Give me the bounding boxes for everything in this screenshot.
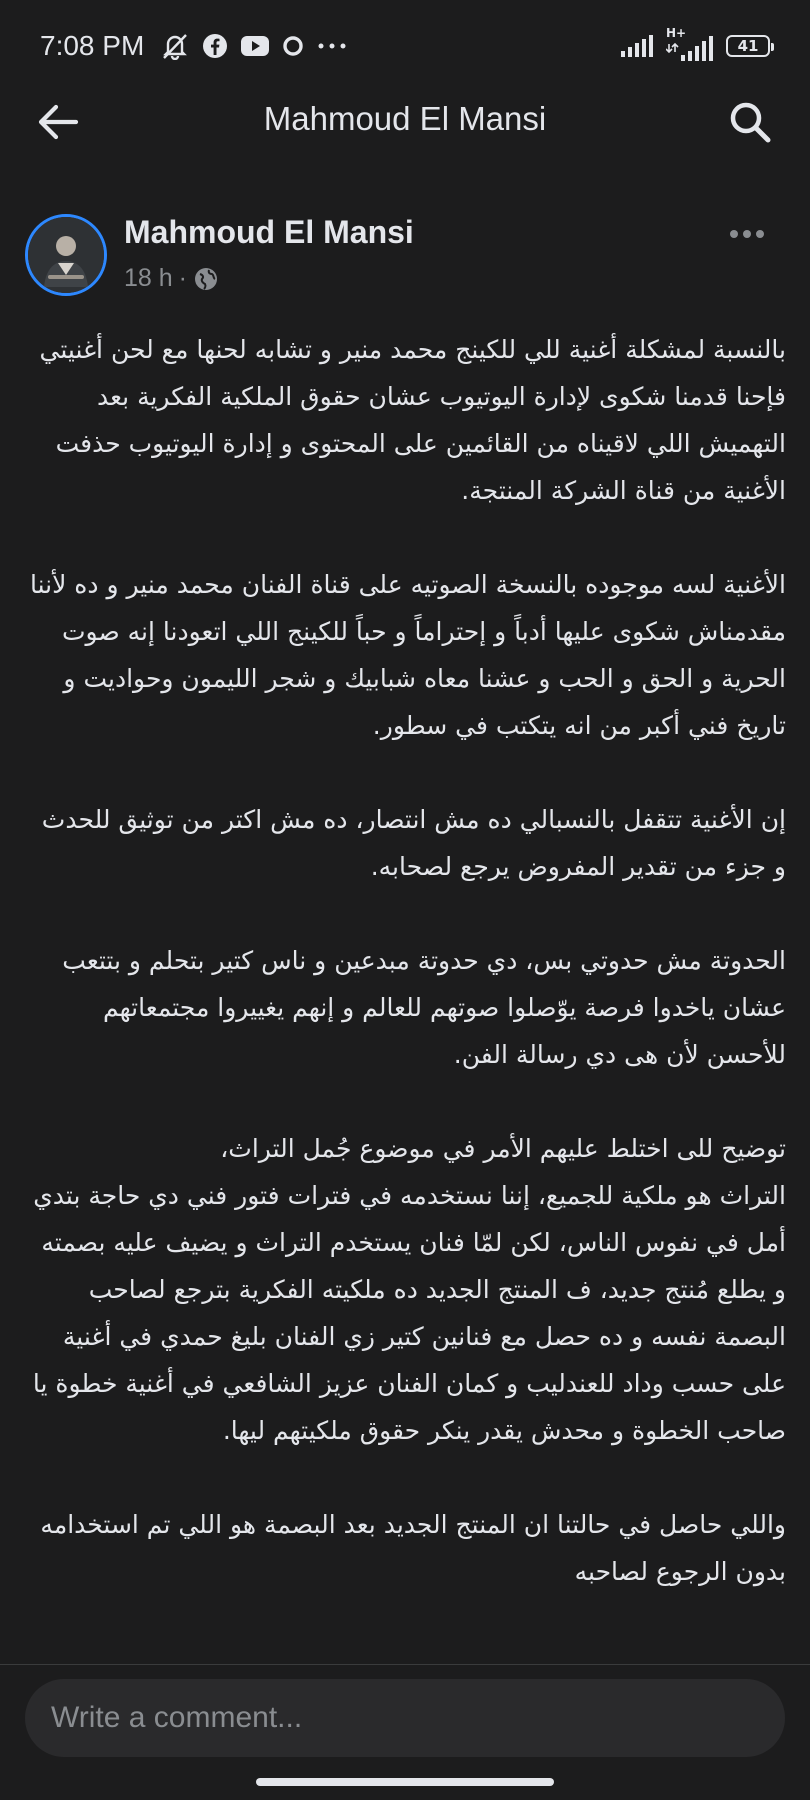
battery-level: 41	[737, 37, 759, 55]
app-icon	[282, 35, 304, 57]
comment-bar	[0, 1664, 810, 1765]
more-dot-icon	[743, 230, 751, 238]
status-right	[620, 26, 770, 62]
status-time: 7:08 PM	[40, 30, 145, 61]
youtube-icon	[240, 34, 270, 58]
status-bar	[0, 0, 810, 92]
post-options-button[interactable]	[722, 222, 772, 246]
post-paragraph: إن الأغنية تتقفل بالنسبالي ده مش انتصار، ده مش اكتر من توثيق للحدث و جزء من تقدير المفروض يرجع لصحابه.	[41, 805, 786, 881]
more-dot-icon	[730, 230, 738, 238]
home-indicator[interactable]	[256, 1778, 554, 1786]
author-name[interactable]: Mahmoud El Mansi	[124, 214, 414, 250]
post-paragraph: توضيح للى اختلط عليهم الأمر في موضوع جُمل التراث، التراث هو ملكية للجميع، إننا نستخدمه في فترات فتور فني دي حاجة بتدي أمل في نفوس الناس، لكن لمّا فنان يستخدم التراث و يضيف عليه بصمته و يطلع مُنتج جديد، ف المنتج الجديد ده ملكيته الفكرية بترجع لصاحب البصمة نفسه و ده حصل مع فنانين كتير زي الفنان بليغ حمدي في أغنية على حسب وداد للعندليب و كمان الفنان عزيز الشافعي في أغنية خطوة يا صاحب الخطوة و محدش يقدر ينكر حقوق ملكيتهم ليها.	[32, 1134, 786, 1445]
facebook-icon	[202, 33, 228, 59]
post-header	[0, 210, 810, 310]
search-button[interactable]	[724, 96, 776, 148]
person-avatar-icon	[28, 217, 104, 293]
post-paragraph: واللي حاصل في حالتنا ان المنتج الجديد بعد البصمة هو اللي تم استخدامه بدون الرجوع لصاحبه	[40, 1510, 786, 1586]
search-icon	[728, 100, 772, 144]
more-dots-icon	[316, 41, 348, 51]
meta-separator: ·	[178, 264, 187, 292]
globe-icon	[193, 266, 219, 292]
post-body	[24, 326, 786, 1666]
page-title: Mahmoud El Mansi	[263, 100, 547, 137]
muted-bell-icon	[160, 32, 190, 60]
post-time[interactable]: 18 h	[124, 264, 173, 292]
avatar[interactable]	[25, 214, 107, 296]
app-header	[0, 92, 810, 156]
post-meta	[124, 264, 219, 293]
post-paragraph: الحدوتة مش حدوتي بس، دي حدوتة مبدعين و ناس كتير بتحلم و بتتعب عشان ياخدوا فرصة يوّصلوا صوتهم للعالم و إنهم يغييروا مجتمعاتهم للأحسن لأن هى دي رسالة الفن.	[62, 946, 786, 1069]
network-label: H+	[666, 26, 687, 40]
comment-input[interactable]	[25, 1679, 785, 1757]
post-paragraph: بالنسبة لمشكلة أغنية للي للكينج محمد منير و تشابه لحنها مع لحن أغنيتي فإحنا قدمنا شكوى لإدارة اليوتيوب عشان حقوق الملكية الفكرية بعد التهميش اللي لاقيناه من القائمين على المحتوى و إدارة اليوتيوب حذفت الأغنية من قناة الشركة المنتجة.	[39, 335, 786, 505]
post-paragraph: الأغنية لسه موجوده بالنسخة الصوتيه على قناة الفنان محمد منير و ده لأننا مقدمناش شكوى عليها أدباً و إحتراماً و حباً للكينج اللي اتعودنا إنه صوت الحرية و الحق و الحب و عشنا معاه شبابيك و شجر الليمون وحواديت و تاريخ فني أكبر من انه يتكتب في سطور.	[29, 570, 786, 740]
status-left	[40, 30, 348, 62]
battery-icon	[726, 35, 770, 57]
more-dot-icon	[756, 230, 764, 238]
signal-hplus-icon	[666, 26, 716, 62]
signal-icon	[620, 34, 656, 58]
